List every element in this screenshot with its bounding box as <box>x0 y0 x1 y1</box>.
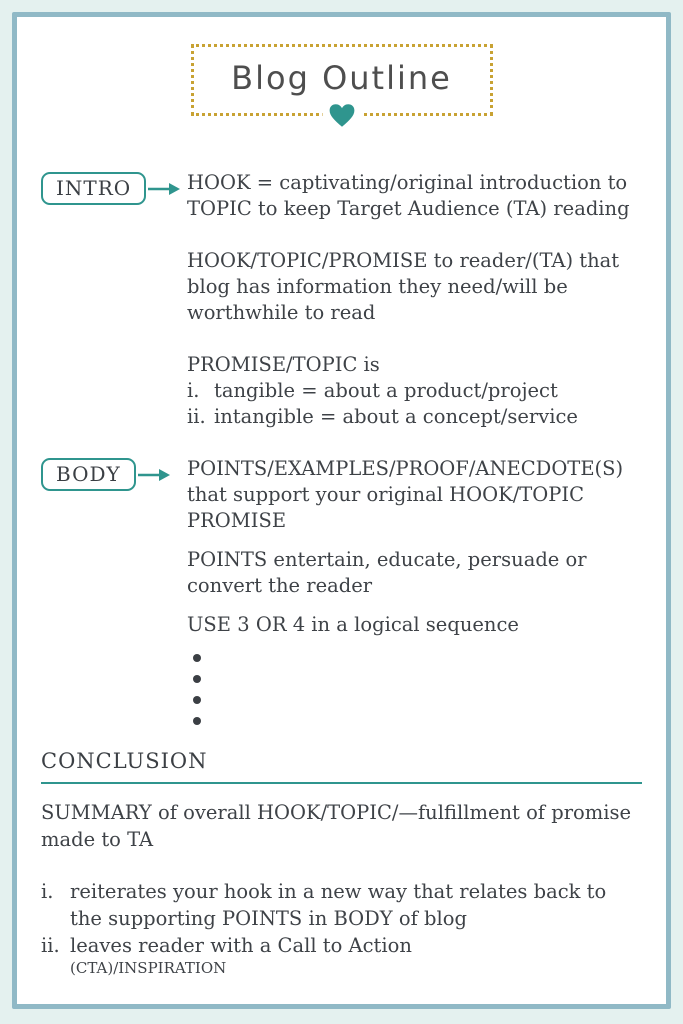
conclusion-section <box>17 749 666 977</box>
body-paragraph: USE 3 OR 4 in a logical sequence <box>187 613 519 636</box>
body-text <box>187 456 644 638</box>
intro-section <box>17 172 666 430</box>
promise-lead: PROMISE/TOPIC is <box>187 353 380 376</box>
list-item <box>41 878 642 932</box>
bullet-dot <box>193 675 201 683</box>
page-frame <box>12 12 671 1009</box>
intro-text <box>187 170 644 430</box>
list-marker: i. <box>187 379 200 402</box>
promise-list <box>187 352 644 430</box>
list-item <box>187 378 644 404</box>
bullet-dot <box>193 696 201 704</box>
list-text: tangible = about a product/project <box>214 379 558 402</box>
bullet-dot <box>193 654 201 662</box>
list-marker: i. <box>41 880 54 903</box>
conclusion-list <box>41 878 642 977</box>
body-label-box: BODY <box>41 458 136 491</box>
bullet-dot <box>193 717 201 725</box>
body-paragraph: POINTS entertain, educate, persuade or convert the reader <box>187 548 587 597</box>
intro-paragraph: HOOK = captivating/original introduction to TOPIC to keep Target Audience (TA) reading <box>187 171 630 220</box>
body-section <box>17 458 666 638</box>
list-text: leaves reader with a Call to Action <box>70 934 412 957</box>
list-text: reiterates your hook in a new way that relates back to the supporting POINTS in BODY of blog <box>70 880 607 930</box>
body-bullets <box>193 654 666 725</box>
heart-icon <box>322 103 361 128</box>
body-paragraph: POINTS/EXAMPLES/PROOF/ANECDOTE(S) that support your original HOOK/TOPIC PROMISE <box>187 457 624 532</box>
arrow-right-icon <box>138 467 171 483</box>
list-marker: ii. <box>41 934 60 957</box>
intro-label-col <box>41 172 187 205</box>
intro-label-box: INTRO <box>41 172 146 205</box>
list-note: (CTA)/INSPIRATION <box>70 959 227 977</box>
list-text: intangible = about a concept/service <box>214 405 578 428</box>
list-item <box>41 932 642 959</box>
arrow-right-icon <box>148 181 181 197</box>
body-label-col <box>41 458 187 491</box>
list-item <box>187 404 644 430</box>
list-marker: ii. <box>187 405 206 428</box>
conclusion-heading: CONCLUSION <box>41 749 208 773</box>
conclusion-divider <box>41 782 642 784</box>
conclusion-summary: SUMMARY of overall HOOK/TOPIC/—fulfillment of promise made to TA <box>41 801 632 851</box>
page-title: Blog Outline <box>231 59 452 97</box>
intro-paragraph: HOOK/TOPIC/PROMISE to reader/(TA) that blog has information they need/will be worthwhile to read <box>187 249 620 324</box>
title-box <box>191 44 493 116</box>
